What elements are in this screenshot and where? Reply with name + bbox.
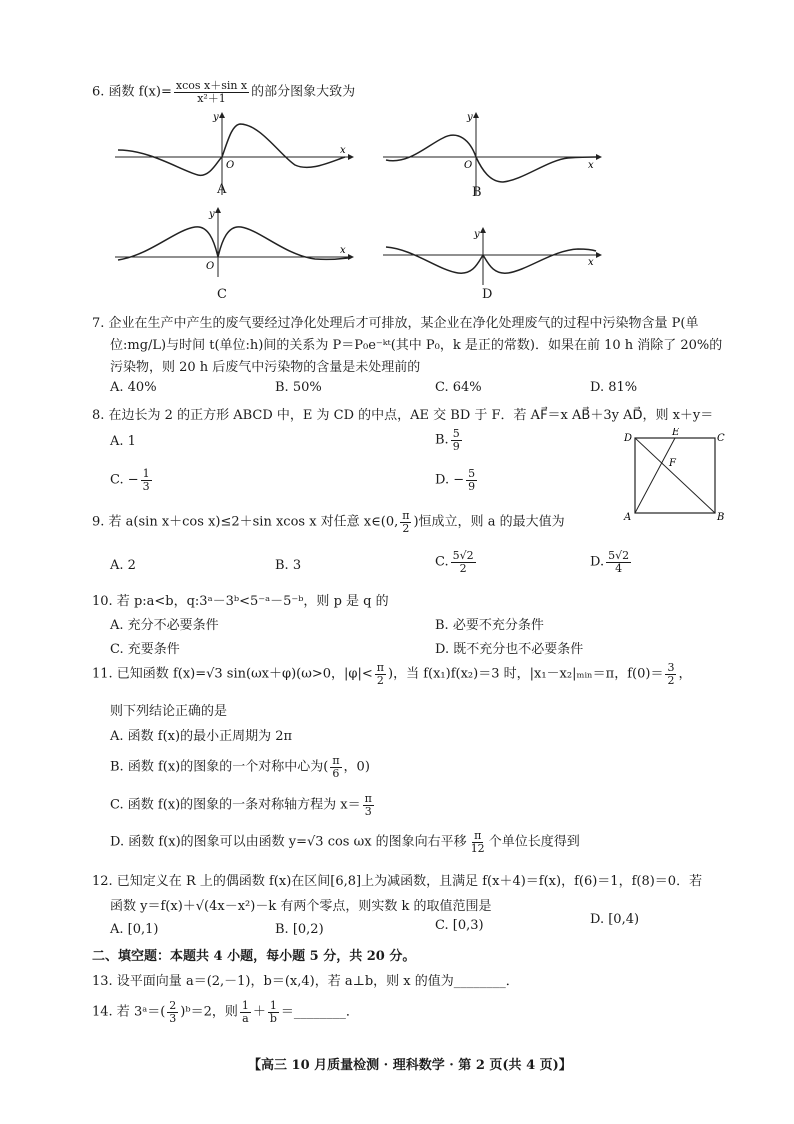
q12-option-b: B. [0,2) bbox=[275, 922, 324, 937]
q6-option-b-label: B bbox=[472, 185, 482, 200]
origin-label: O bbox=[226, 160, 235, 171]
q8-option-b bbox=[435, 428, 464, 452]
numerator: π bbox=[402, 509, 410, 522]
q13-stem: 13. 设平面向量 a＝(2,－1)，b＝(x,4)，若 a⊥b，则 x 的值为________． bbox=[92, 974, 519, 989]
origin-label: O bbox=[206, 261, 215, 272]
denominator: 3 bbox=[169, 1011, 177, 1025]
q9-option-d bbox=[590, 550, 633, 574]
q9-option-d-fraction bbox=[606, 550, 631, 574]
q14-middle: )ᵇ＝2，则 bbox=[180, 1004, 238, 1020]
y-axis-arrow-icon bbox=[473, 112, 479, 118]
q6-graph-c bbox=[110, 205, 355, 280]
y-label: y bbox=[467, 112, 473, 123]
q11-option-b-prefix: B. 函数 f(x)的图象的一个对称中心为( bbox=[110, 759, 329, 775]
q11-option-c-prefix: C. 函数 f(x)的图象的一条对称轴方程为 x＝ bbox=[110, 797, 361, 813]
q9-stem-fraction bbox=[400, 510, 411, 534]
q9-stem bbox=[92, 510, 565, 534]
page-footer: 【高三 10 月质量检测 · 理科数学 · 第 2 页(共 4 页)】 bbox=[248, 1058, 572, 1073]
curve-b bbox=[386, 135, 596, 182]
q9-option-b: B. 3 bbox=[275, 558, 302, 573]
denominator: 2 bbox=[667, 673, 675, 687]
q14-fraction-1 bbox=[167, 1000, 178, 1024]
q6-graph-a bbox=[110, 110, 355, 200]
q7-option-c: C. 64% bbox=[435, 380, 482, 395]
q12-option-d: D. [0,4) bbox=[590, 912, 640, 927]
q6-stem-suffix: 的部分图象大致为 bbox=[251, 84, 356, 100]
q11-option-d bbox=[110, 830, 580, 854]
q11-stem-middle: )，当 f(x₁)f(x₂)＝3 时，|x₁－x₂|ₘᵢₙ＝π，f(0)＝ bbox=[388, 666, 664, 682]
y-axis-arrow-icon bbox=[215, 207, 221, 213]
denominator: 6 bbox=[332, 766, 340, 780]
q9-option-c-fraction bbox=[451, 550, 476, 574]
q11-line-2: 则下列结论正确的是 bbox=[110, 704, 228, 719]
numerator: 5√2 bbox=[608, 549, 630, 562]
q11-option-c-fraction bbox=[363, 793, 374, 817]
segment-bd bbox=[635, 438, 715, 513]
numerator: 5√2 bbox=[452, 549, 474, 562]
q7-line-1: 7. 企业在生产中产生的废气要经过净化处理后才可排放，某企业在净化处理废气的过程中污染物含量 P(单 bbox=[92, 316, 699, 331]
q8-option-a: A. 1 bbox=[110, 434, 136, 449]
q11-option-b-fraction bbox=[330, 755, 341, 779]
q7-option-a: A. 40% bbox=[110, 380, 157, 395]
q6-graph-b bbox=[378, 110, 603, 200]
numerator: 5 bbox=[468, 467, 476, 480]
q7-option-d: D. 81% bbox=[590, 380, 638, 395]
label-d: D bbox=[624, 433, 633, 444]
q8-option-b-prefix: B. bbox=[435, 432, 449, 448]
numerator: π bbox=[332, 754, 340, 767]
curve-c bbox=[118, 227, 348, 260]
denominator: 3 bbox=[142, 479, 150, 493]
denominator: 2 bbox=[459, 561, 467, 575]
q8-option-b-fraction bbox=[451, 428, 462, 452]
label-a: A bbox=[624, 512, 632, 523]
x-axis-arrow-icon bbox=[596, 252, 602, 258]
q8-option-c-prefix: C. − bbox=[110, 472, 139, 488]
denominator: 9 bbox=[452, 439, 460, 453]
numerator: 1 bbox=[142, 467, 150, 480]
label-b: B bbox=[717, 512, 725, 523]
origin-label: O bbox=[464, 160, 473, 171]
label-f: F bbox=[669, 458, 676, 469]
q11-stem-fraction-2 bbox=[665, 662, 676, 686]
numerator: π bbox=[376, 661, 385, 674]
x-label: x bbox=[340, 145, 346, 156]
q14-prefix: 14. 若 3ᵃ＝( bbox=[92, 1004, 166, 1020]
denominator: a bbox=[242, 1011, 249, 1025]
q8-option-d-prefix: D. − bbox=[435, 472, 465, 488]
numerator: π bbox=[364, 792, 372, 805]
q9-option-d-prefix: D. bbox=[590, 554, 605, 570]
q9-option-c bbox=[435, 550, 478, 574]
q6-option-a-label: A bbox=[217, 182, 227, 197]
q11-stem-prefix: 11. 已知函数 f(x)=√3 sin(ωx＋φ)(ω>0，|φ|< bbox=[92, 666, 373, 682]
q8-option-d-fraction bbox=[466, 468, 477, 492]
q9-stem-prefix: 9. 若 a(sin x＋cos x)≤2＋sin xcos x 对任意 x∈(0, bbox=[92, 514, 399, 530]
numerator: 1 bbox=[241, 999, 249, 1012]
y-label: y bbox=[213, 112, 219, 123]
denominator: 2 bbox=[402, 521, 410, 535]
q6-option-d-label: D bbox=[482, 287, 493, 302]
q6-denominator: x²＋1 bbox=[197, 91, 226, 105]
q6-option-c-label: C bbox=[217, 287, 227, 302]
y-label: y bbox=[209, 209, 215, 220]
q9-option-c-prefix: C. bbox=[435, 554, 449, 570]
q9-option-a: A. 2 bbox=[110, 558, 136, 573]
x-axis-arrow-icon bbox=[348, 254, 354, 260]
q12-line-2: 函数 y＝f(x)＋√(4x－x²)－k 有两个零点，则实数 k 的取值范围是 bbox=[110, 899, 492, 914]
q6-stem bbox=[92, 80, 355, 104]
curve-d bbox=[386, 247, 596, 273]
q7-line-2: 位:mg/L)与时间 t(单位:h)间的关系为 P＝P₀e⁻ᵏᵗ(其中 P₀，k 是正的常数)．如果在前 10 h 消除了 20%的 bbox=[110, 338, 723, 353]
y-label: y bbox=[474, 229, 480, 240]
q11-option-d-suffix: 个单位长度得到 bbox=[488, 834, 580, 850]
denominator: 4 bbox=[615, 561, 623, 575]
x-axis-arrow-icon bbox=[596, 154, 602, 160]
q11-option-d-prefix: D. 函数 f(x)的图象可以由函数 y=√3 cos ωx 的图象向右平移 bbox=[110, 834, 467, 850]
numerator: 2 bbox=[169, 999, 177, 1012]
q14-fraction-2 bbox=[240, 1000, 251, 1024]
y-axis-arrow-icon bbox=[219, 112, 225, 118]
q11-option-b-suffix: ，0) bbox=[343, 759, 370, 775]
q10-option-c: C. 充要条件 bbox=[110, 642, 180, 657]
q7-option-b: B. 50% bbox=[275, 380, 322, 395]
q9-stem-suffix: )恒成立，则 a 的最大值为 bbox=[413, 514, 565, 530]
q10-stem: 10. 若 p:a<b，q:3ᵃ－3ᵇ<5⁻ᵃ－5⁻ᵇ，则 p 是 q 的 bbox=[92, 594, 389, 609]
denominator: 3 bbox=[364, 804, 372, 818]
q10-option-d: D. 既不充分也不必要条件 bbox=[435, 642, 584, 657]
numerator: 5 bbox=[452, 427, 460, 440]
q11-option-b bbox=[110, 755, 370, 779]
q8-square-figure bbox=[620, 428, 730, 523]
x-axis-arrow-icon bbox=[348, 154, 354, 160]
q11-stem-end: ， bbox=[678, 666, 692, 682]
q6-stem-prefix: 6. 函数 f(x)= bbox=[92, 84, 172, 100]
q6-fraction bbox=[174, 80, 249, 104]
denominator: 9 bbox=[468, 479, 476, 493]
q14-fraction-3 bbox=[268, 1000, 279, 1024]
q6-graph-d bbox=[378, 225, 603, 290]
q10-option-b: B. 必要不充分条件 bbox=[435, 618, 544, 633]
q11-stem bbox=[92, 662, 691, 686]
segment-ae bbox=[635, 438, 675, 513]
q7-line-3: 污染物，则 20 h 后废气中污染物的含量是未处理前的 bbox=[110, 360, 421, 375]
q14-plus: ＋ bbox=[252, 1004, 266, 1020]
q6-numerator: xcos x＋sin x bbox=[175, 79, 248, 92]
label-c: C bbox=[717, 433, 725, 444]
q12-option-c: C. [0,3) bbox=[435, 918, 484, 933]
denominator: 2 bbox=[376, 673, 384, 687]
q11-option-c bbox=[110, 793, 376, 817]
numerator: 3 bbox=[667, 661, 675, 674]
x-label: x bbox=[588, 160, 594, 171]
y-axis-arrow-icon bbox=[480, 227, 486, 233]
q11-option-a: A. 函数 f(x)的最小正周期为 2π bbox=[110, 729, 293, 744]
q10-option-a: A. 充分不必要条件 bbox=[110, 618, 219, 633]
q8-stem: 8. 在边长为 2 的正方形 ABCD 中，E 为 CD 的中点，AE 交 BD 于 F．若 AF⃗＝x AB⃗＋3y AD⃗，则 x＋y＝ bbox=[92, 408, 714, 423]
q8-option-c-fraction bbox=[141, 468, 152, 492]
numerator: 1 bbox=[269, 999, 277, 1012]
denominator: b bbox=[269, 1011, 277, 1025]
q11-option-d-fraction bbox=[469, 830, 487, 854]
section-2-heading: 二、填空题：本题共 4 小题，每小题 5 分，共 20 分。 bbox=[92, 949, 416, 964]
denominator: 12 bbox=[470, 841, 485, 855]
q8-option-d bbox=[435, 468, 479, 492]
q12-option-a: A. [0,1) bbox=[110, 922, 159, 937]
x-label: x bbox=[588, 257, 594, 268]
label-e: E bbox=[672, 428, 680, 438]
q11-stem-fraction-1 bbox=[375, 662, 386, 686]
q14-stem bbox=[92, 1000, 359, 1024]
numerator: π bbox=[474, 829, 482, 842]
q8-option-c bbox=[110, 468, 154, 492]
q12-line-1: 12. 已知定义在 R 上的偶函数 f(x)在区间[6,8]上为减函数，且满足 f(x＋4)＝f(x)，f(6)＝1，f(8)＝0．若 bbox=[92, 874, 703, 889]
x-label: x bbox=[340, 245, 346, 256]
q14-suffix: ＝________． bbox=[280, 1004, 359, 1020]
